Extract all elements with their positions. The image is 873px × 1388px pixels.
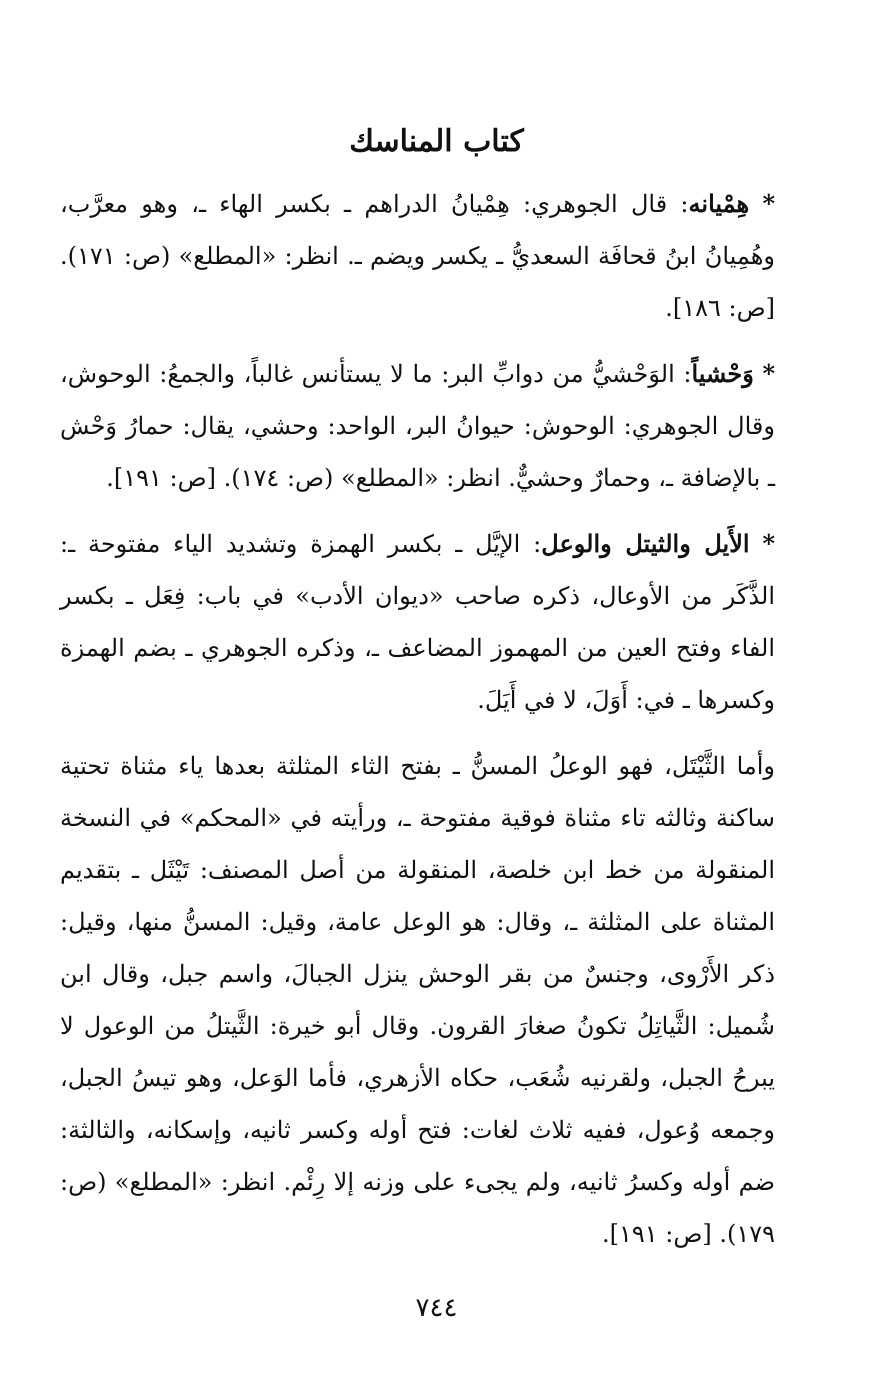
entry-text: : قال الجوهري: هِمْيانُ الدراهم ـ بكسر الهاء ـ، وهو معرَّب، وهُمِيانُ ابنُ قحافَة السعديُّ ـ يكسر ويضم ـ. انظر: «المطلع» (ص: ١٧١). [ص: ١٨٦]. — [60, 190, 775, 322]
entry-marker: * — [762, 529, 776, 558]
main-text — [60, 178, 775, 1274]
entry-headword: هِمْيانه — [688, 189, 750, 218]
entry-text: : الإيَّل ـ بكسر الهمزة وتشديد الياء مفتوحة ـ: الذَّكَر من الأوعال، ذكره صاحب «ديوان الأدب» في باب: فِعَل ـ بكسر الفاء وفتح العين من المهموز المضاعف ـ، وذكره الجوهري ـ بضم الهمزة وكسرها ـ في: أَوَلَ، لا في أَيَلَ. — [60, 530, 775, 714]
entry-headword: الأَيل والثيتل والوعل — [541, 529, 750, 558]
entry-wahshi — [60, 348, 775, 504]
page-title: كتاب المناسك — [349, 124, 524, 159]
entry-headword: وَحْشياً — [691, 359, 754, 388]
entry-text: وأما الثَّيْتَل، فهو الوعلُ المسنُّ ـ بفتح الثاء المثلثة بعدها ياء مثناة تحتية ساكنة وثالثه تاء مثناة فوقية مفتوحة ـ، ورأيته في «المحكم» في النسخة المنقولة من خط ابن خلصة، المنقولة من أصل المصنف: تَيْثَل ـ بتقديم المثناة على المثلثة ـ، وقال: هو الوعل عامة، وقيل: المسنُّ منها، وقيل: ذكر الأَرْوى، وجنسٌ من بقر الوحش ينزل الجبالَ، واسم جبل، وقال ابن شُميل: الثَّياتِلُ تكونُ صغارَ القرون. وقال أبو خيرة: الثَّيتلُ من الوعول لا يبرحُ الجبل، ولقرنيه شُعَب، حكاه الأزهري، فأما الوَعل، وهو تيسُ الجبل، وجمعه وُعول، ففيه ثلاث لغات: فتح أوله وكسر ثانيه، وإسكانه، والثالثة: ضم أوله وكسرُ ثانيه، ولم يجىء على وزنه إلا رِئْم. انظر: «المطلع» (ص: ١٧٩). [ص: ١٩١]. — [60, 752, 776, 1248]
page-number: ٧٤٤ — [415, 1293, 458, 1323]
entry-ayl — [60, 518, 775, 726]
entry-thaytal-paragraph — [60, 740, 775, 1260]
entry-text: : الوَحْشيُّ من دوابِّ البر: ما لا يستأنس غالباً، والجمعُ: الوحوش، وقال الجوهري: الوحوش: حيوانُ البر، الواحد: وحشي، يقال: حمارُ وَحْش ـ بالإضافة ـ، وحمارٌ وحشيٌّ. انظر: «المطلع» (ص: ١٧٤). [ص: ١٩١]. — [60, 360, 775, 492]
entry-marker: * — [762, 189, 775, 218]
entry-marker: * — [762, 359, 775, 388]
entry-himyan — [60, 178, 775, 334]
